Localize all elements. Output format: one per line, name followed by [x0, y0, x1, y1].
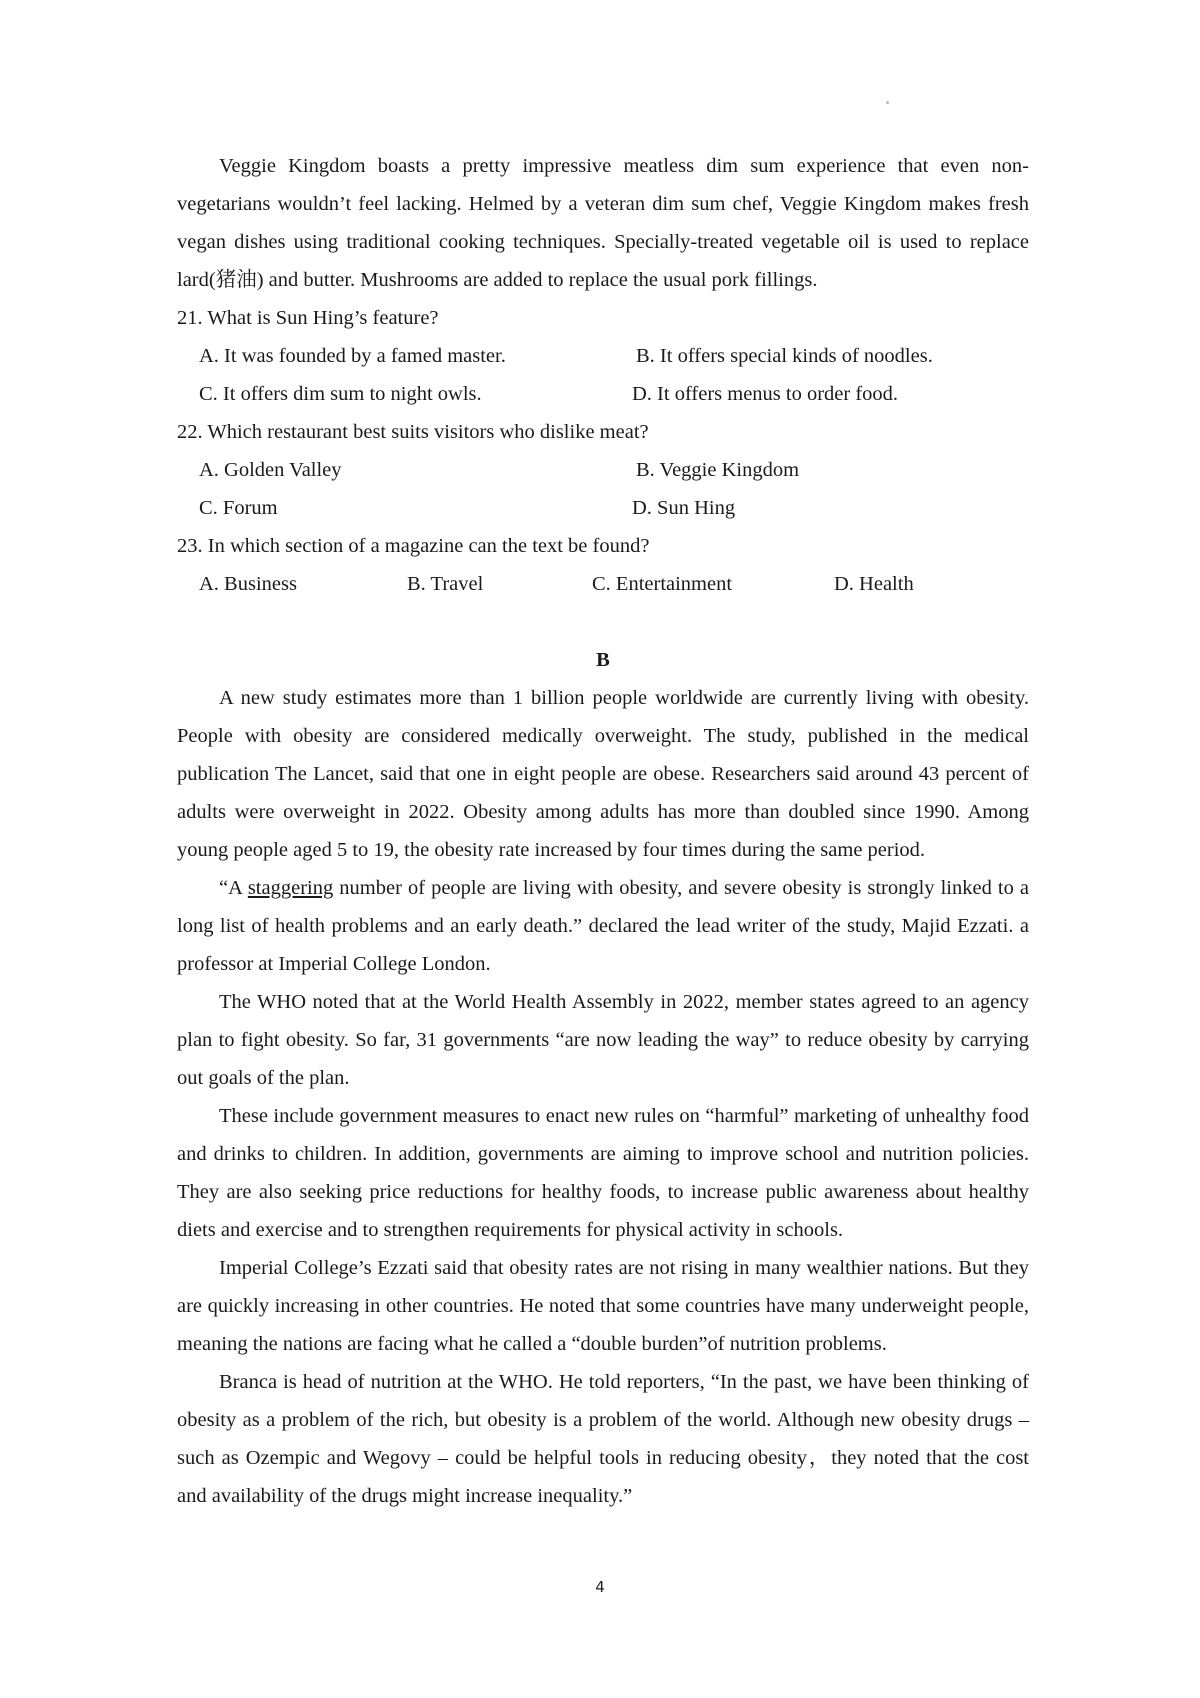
section-b-paragraph-3: The WHO noted that at the World Health Assembly in 2022, member states agreed to an agency plan to fight obesity. So far, 31 governments “are now leading the way” to reduce obesity by carrying out goals of the plan.: [177, 991, 1029, 1089]
scan-speck: [886, 101, 889, 104]
question-23-options-row: [177, 565, 1029, 603]
question-21-options-row-2: [177, 375, 1029, 413]
question-23-stem: 23. In which section of a magazine can the text be found?: [177, 535, 650, 557]
paragraph-2-rest: number of people are living with obesity, and severe obesity is strongly linked to a long list of health problems and an early death.” declared the lead writer of the study, Majid Ezzati. a professor at Imperial College London.: [177, 877, 1029, 975]
question-21-option-d: D. It offers menus to order food.: [632, 383, 899, 405]
underlined-word-staggering: staggering: [247, 877, 334, 899]
question-21-option-b: B. It offers special kinds of noodles.: [636, 345, 933, 367]
veggie-kingdom-paragraph: Veggie Kingdom boasts a pretty impressive meatless dim sum experience that even non-vegetarians wouldn’t feel lacking. Helmed by a veteran dim sum chef, Veggie Kingdom makes fresh vegan dishes using traditional cooking techniques. Specially-treated vegetable oil is used to replace lard(猪油) and butter. Mushrooms are added to replace the usual pork fillings.: [177, 155, 1029, 291]
paragraph-2-opening: “A: [219, 877, 248, 899]
question-22-option-a: A. Golden Valley: [199, 459, 342, 481]
section-spacer: [177, 603, 1029, 641]
question-22-options-row-2: [177, 489, 1029, 527]
question-22-option-b: B. Veggie Kingdom: [636, 459, 800, 481]
question-23-option-c: C. Entertainment: [592, 573, 733, 595]
section-b-paragraph-6: Branca is head of nutrition at the WHO. He told reporters, “In the past, we have been thinking of obesity as a problem of the rich, but obesity is a problem of the world. Although new obesity drugs – such as Ozempic and Wegovy – could be helpful tools in reducing obesity，they noted that the cost and availability of the drugs might increase inequality.”: [177, 1371, 1029, 1507]
question-22-option-d: D. Sun Hing: [632, 497, 736, 519]
section-b-paragraph-1: A new study estimates more than 1 billion people worldwide are currently living with obesity. People with obesity are considered medically overweight. The study, published in the medical publication The Lancet, said that one in eight people are obese. Researchers said around 43 percent of adults were overweight in 2022. Obesity among adults has more than doubled since 1990. Among young people aged 5 to 19, the obesity rate increased by four times during the same period.: [177, 687, 1029, 861]
question-21-option-a: A. It was founded by a famed master.: [199, 345, 506, 367]
page-content: [177, 147, 1029, 1515]
section-b-paragraph-5: Imperial College’s Ezzati said that obesity rates are not rising in many wealthier nations. But they are quickly increasing in other countries. He noted that some countries have many underweight people, meaning the nations are facing what he called a “double burden”of nutrition problems.: [177, 1257, 1029, 1355]
question-21-option-c: C. It offers dim sum to night owls.: [199, 383, 482, 405]
question-21-options-row-1: [177, 337, 1029, 375]
question-21-stem: 21. What is Sun Hing’s feature?: [177, 307, 439, 329]
question-23-option-b: B. Travel: [407, 573, 484, 595]
question-23-option-a: A. Business: [199, 573, 297, 595]
section-b-paragraph-2: [177, 869, 1029, 983]
question-22-stem: 22. Which restaurant best suits visitors who dislike meat?: [177, 421, 649, 443]
page-number: 4: [595, 1578, 605, 1596]
section-b-heading: B: [596, 649, 610, 671]
question-22-option-c: C. Forum: [199, 497, 278, 519]
question-23-option-d: D. Health: [834, 573, 914, 595]
section-b-paragraph-4: These include government measures to enact new rules on “harmful” marketing of unhealthy food and drinks to children. In addition, governments are aiming to improve school and nutrition policies. They are also seeking price reductions for healthy foods, to increase public awareness about healthy diets and exercise and to strengthen requirements for physical activity in schools.: [177, 1105, 1029, 1241]
question-22-options-row-1: [177, 451, 1029, 489]
